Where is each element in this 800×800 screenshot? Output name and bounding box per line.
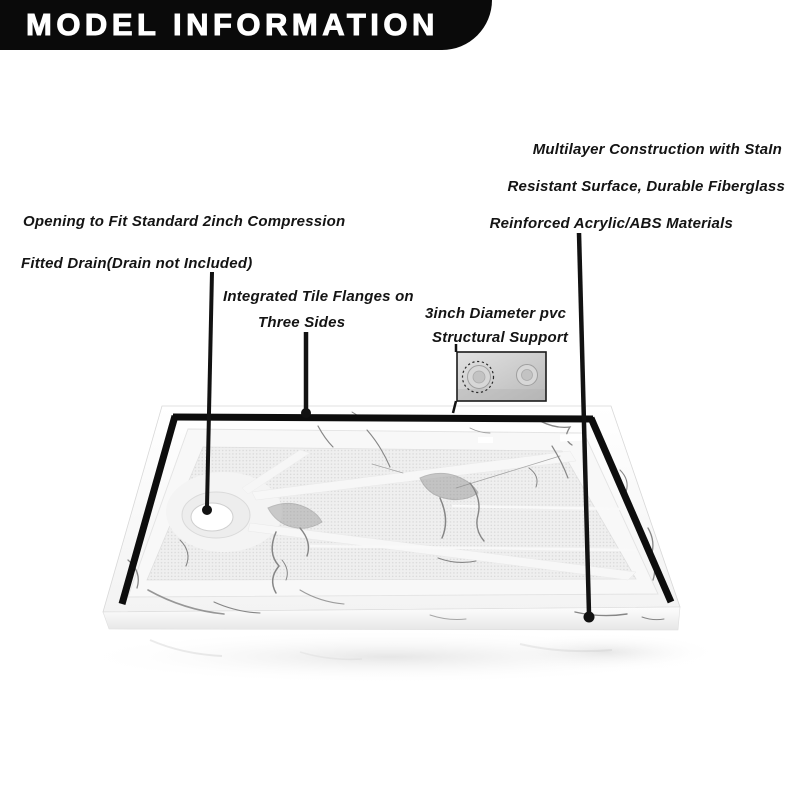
annotation-drain-line1: Opening to Fit Standard 2inch Compression bbox=[23, 213, 346, 230]
annotation-flange-line1: Integrated Tile Flanges on bbox=[223, 288, 414, 305]
annotation-material-line2: Resistant Surface, Durable Fiberglass bbox=[507, 178, 785, 195]
annotation-drain-line2: Fitted Drain(Drain not Included) bbox=[21, 255, 253, 272]
pan-reflection bbox=[70, 630, 720, 684]
annotation-support-line2: Structural Support bbox=[432, 329, 569, 346]
flange-top bbox=[173, 417, 593, 419]
annotation-flange-line2: Three Sides bbox=[258, 314, 346, 331]
annotation-material-line3: Reinforced Acrylic/ABS Materials bbox=[489, 215, 733, 232]
annotation-support-line1: 3inch Diameter pvc bbox=[425, 305, 567, 322]
header-banner bbox=[0, 0, 492, 50]
support-bump-right bbox=[517, 365, 538, 386]
callout-dot-flange bbox=[301, 408, 311, 418]
support-bump-left bbox=[468, 366, 491, 389]
drain-hole bbox=[182, 492, 250, 538]
annotation-material-line1: Multilayer Construction with StaIn bbox=[532, 141, 782, 158]
page-title: MODEL INFORMATION bbox=[26, 7, 439, 42]
pvc-support-inset bbox=[457, 352, 546, 401]
callout-dot-drain bbox=[202, 505, 212, 515]
shower-pan bbox=[103, 406, 680, 630]
callout-dot-material bbox=[584, 612, 595, 623]
